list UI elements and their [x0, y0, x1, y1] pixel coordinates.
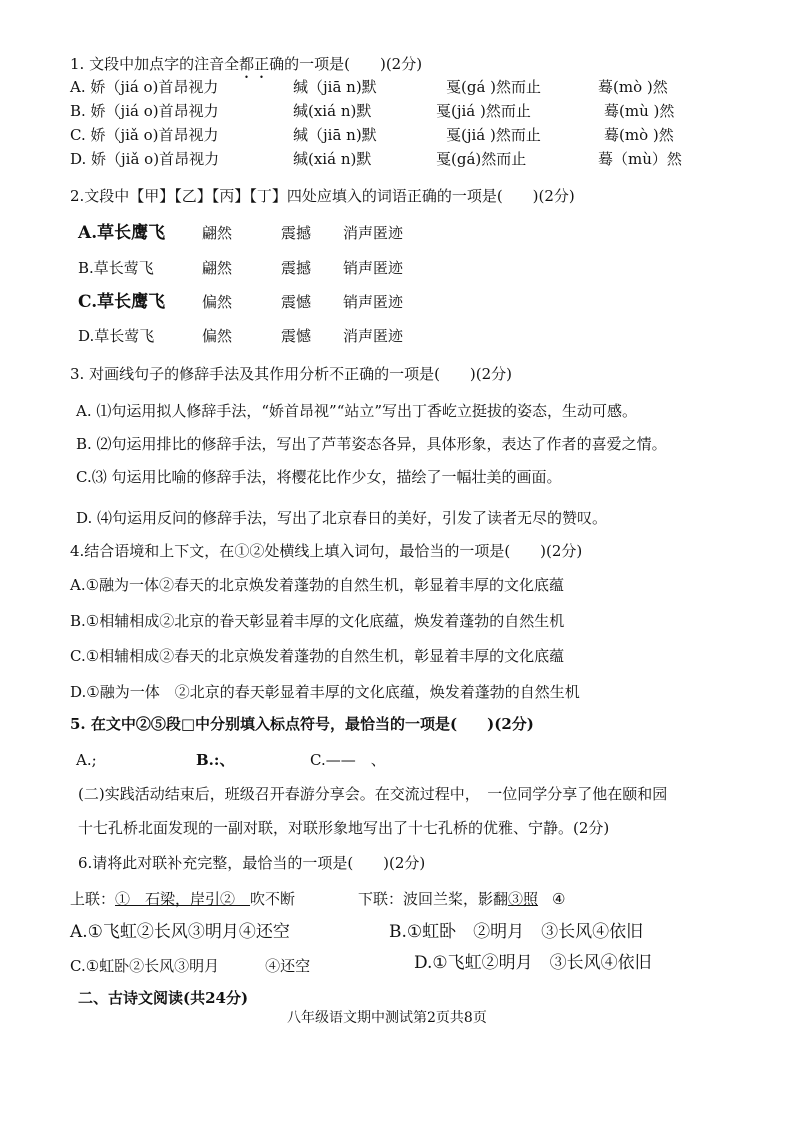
q2-b-c4: 销声匿迹 — [343, 259, 404, 277]
q6-stem: 6.请将此对联补充完整，最恰当的一项是( )(2分) — [78, 854, 426, 872]
couplet-down-blank: ③照 — [508, 890, 539, 908]
q4-option-c: C.①相辅相成②春天的北京焕发着蓬勃的自然生机，彰显着丰厚的文化底蕴 — [70, 647, 565, 665]
q1-b-c2: 缄(xiá n)默 — [293, 102, 372, 120]
q1-d-c1: D. 娇（jiǎ o)首昂视力 — [70, 150, 220, 168]
q5-option-c: C.—— 、 — [310, 751, 386, 769]
q6-option-c-main: C.①虹卧②长风③明月 — [70, 957, 220, 975]
q2-d-c4: 消声匿迹 — [343, 327, 404, 345]
q2-c-c2: 偏然 — [202, 293, 233, 311]
q2-a-c2: 翩然 — [202, 224, 233, 242]
q1-c-c4: 蓦(mò )然 — [604, 126, 674, 144]
couplet-up-end: 吹不断 — [250, 890, 296, 908]
q6-couplet-down — [358, 892, 565, 907]
q2-b-c3: 震撼 — [281, 259, 312, 277]
q1-d-c4: 蓦（mù）然 — [598, 150, 682, 168]
q6-option-a: A.①飞虹②长风③明月④还空 — [70, 922, 290, 942]
q2-stem: 2.文段中【甲】【乙】【丙】【丁】四处应填入的词语正确的一项是( )(2分) — [70, 187, 575, 205]
q5-stem: 5. 在文中②⑤段□中分别填入标点符号，最恰当的一项是( )(2分) — [70, 715, 534, 733]
couplet-up-label: 上联： — [70, 890, 116, 908]
q4-option-a: A.①融为一体②春天的北京焕发着蓬勃的自然生机，彰显着丰厚的文化底蕴 — [70, 576, 565, 594]
q2-d-c2: 偏然 — [202, 327, 233, 345]
q2-c-c4: 销声匿迹 — [343, 293, 404, 311]
q1-a-c4: 蓦(mò )然 — [598, 78, 668, 96]
q2-d-c3: 震憾 — [281, 327, 312, 345]
q3-option-a: A. ⑴句运用拟人修辞手法，“娇首昂视”“站立”写出丁香屹立挺拔的姿态，生动可感。 — [76, 402, 638, 420]
q2-a-c1: A.草长鹰飞 — [78, 223, 166, 243]
page-footer: 八年级语文期中测试第2页共8页 — [287, 1010, 487, 1026]
q2-b-c2: 翩然 — [202, 259, 233, 277]
q5-option-a: A.; — [76, 751, 97, 769]
q2-a-c4: 消声匿迹 — [343, 224, 404, 242]
q1-stem-a: 1. 文段中加点字的注音全 — [70, 55, 240, 73]
practice-line-1: (二)实践活动结束后，班级召开春游分享会。在交流过程中， 一位同学分享了他在颐和园 — [78, 785, 668, 803]
q2-c-c1: C.草长鹰飞 — [78, 292, 166, 312]
q4-option-b: B.①相辅相成②北京的眷天彰显着丰厚的文化底蕴，焕发着蓬勃的自然生机 — [70, 612, 565, 630]
q3-option-c: C.⑶ 句运用比喻的修辞手法，将樱花比作少女，描绘了一幅壮美的画面。 — [76, 468, 562, 486]
q1-a-c3: 戛(gá )然而止 — [446, 78, 542, 96]
q1-c-c3: 戛(jiá )然而止 — [446, 126, 541, 144]
q1-b-c4: 蓦(mù )然 — [604, 102, 675, 120]
q3-option-b: B. ⑵句运用排比的修辞手法，写出了芦苇姿态各异，具体形象，表达了作者的喜爱之情。 — [76, 435, 667, 453]
q1-b-c1: B. 娇（jiá o)首昂视力 — [70, 102, 219, 120]
practice-line-2: 十七孔桥北面发现的一副对联，对联形象地写出了十七孔桥的优雅、宁静。(2分) — [78, 819, 610, 837]
q1-d-c2: 缄(xiá n)默 — [293, 150, 372, 168]
q2-d-c1: D.草长莺飞 — [78, 327, 155, 345]
q2-b-c1: B.草长莺飞 — [78, 259, 154, 277]
q6-option-b: B.①虹卧 ②明月 ③长风④依旧 — [389, 922, 644, 942]
q1-a-c1: A. 娇（jiá o)首昂视力 — [70, 78, 219, 96]
q1-b-c3: 戛(jiá )然而止 — [436, 102, 531, 120]
q1-c-c2: 缄（jiā n)默 — [293, 126, 377, 144]
q5-option-b: B.:、 — [196, 751, 235, 769]
q1-stem-b: 确的一项是( )(2分) — [269, 55, 423, 73]
q1-a-c2: 缄（jiā n)默 — [293, 78, 377, 96]
couplet-down-label: 下联：波回兰桨，影翻 — [358, 890, 509, 908]
couplet-down-end: ④ — [552, 890, 566, 908]
q3-stem: 3. 对画线句子的修辞手法及其作用分析不正确的一项是( )(2分) — [70, 365, 513, 383]
q6-option-d: D.①飞虹②明月 ③长风④依旧 — [414, 953, 652, 973]
q2-a-c3: 震撼 — [281, 224, 312, 242]
q1-d-c3: 戛(gá)然而止 — [436, 150, 527, 168]
q6-option-c — [70, 959, 310, 974]
q2-c-c3: 震憾 — [281, 293, 312, 311]
q1-c-c1: C. 娇（jiǎ o)首昂视力 — [70, 126, 219, 144]
section-heading: 二、古诗文阅读(共24分) — [78, 989, 249, 1007]
couplet-up-blanks: ① 石梁，岸引② — [115, 890, 251, 908]
q6-option-c-end: ④还空 — [265, 957, 311, 975]
q1-stem-dotted: 都正 — [239, 55, 270, 73]
q3-option-d: D. ⑷句运用反问的修辞手法，写出了北京春日的美好，引发了读者无尽的赞叹。 — [76, 509, 608, 527]
q4-stem: 4.结合语境和上下文，在①②处横线上填入词句，最恰当的一项是( )(2分) — [70, 542, 583, 560]
q6-couplet-up — [70, 892, 295, 907]
q4-option-d: D.①融为一体 ②北京的春天彰显着丰厚的文化底蕴，焕发着蓬勃的自然生机 — [70, 683, 580, 701]
